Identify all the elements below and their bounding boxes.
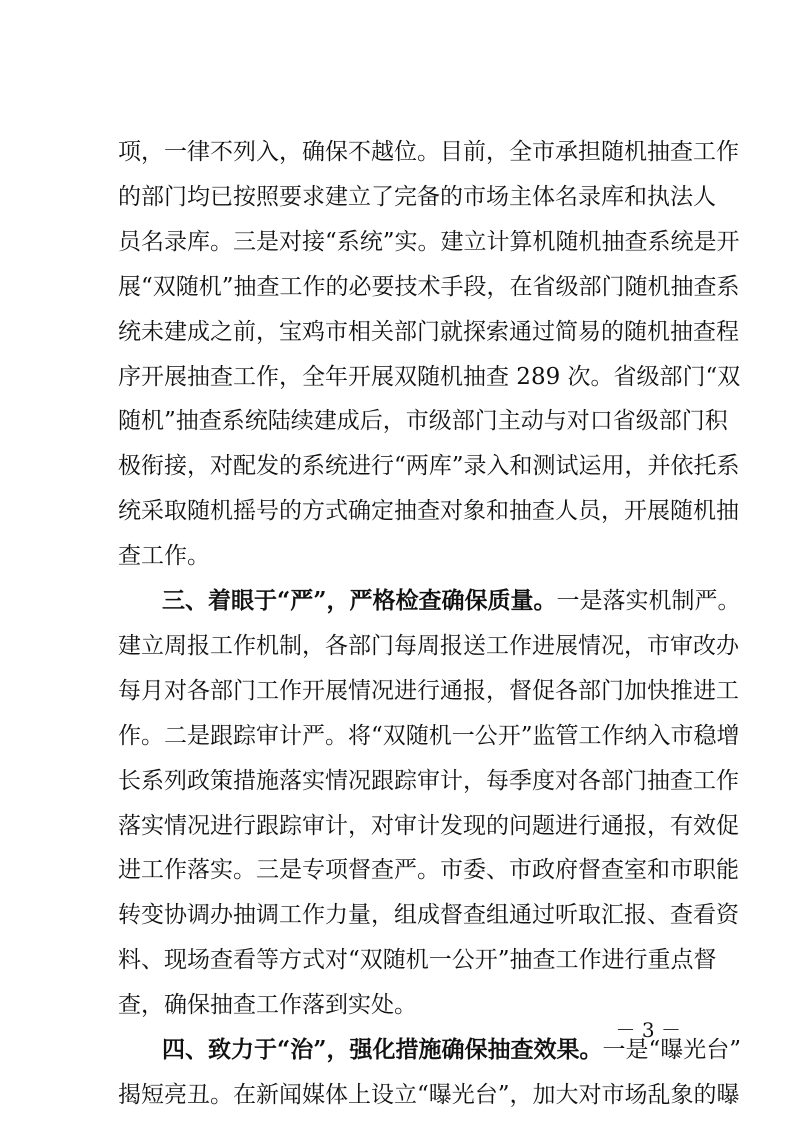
text-line-6: 序开展抽查工作，全年开展双随机抽查 289 次。省级部门“双 — [118, 364, 741, 390]
text-line-3: 员名录库。三是对接“系统”实。建立计算机随机抽查系统是开 — [118, 229, 740, 255]
text-line-14: 作。二是跟踪审计严。将“双随机一公开”监管工作纳入市稳增 — [118, 723, 740, 749]
section-three-line — [162, 581, 741, 621]
text-line-18: 转变协调办抽调工作力量，组成督查组通过听取汇报、查看资 — [118, 902, 739, 928]
text-line-17: 进工作落实。三是专项督查严。市委、市政府督查室和市职能 — [118, 857, 739, 883]
text-line-19: 料、现场查看等方式对“双随机一公开”抽查工作进行重点督 — [118, 947, 717, 973]
text-line-16: 落实情况进行跟踪审计，对审计发现的问题进行通报，有效促 — [118, 813, 739, 839]
text-line-13: 每月对各部门工作开展情况进行通报，督促各部门加快推进工 — [118, 678, 739, 704]
text-line-5: 统未建成之前，宝鸡市相关部门就探索通过简易的随机抽查程 — [118, 319, 739, 345]
text-line-15: 长系列政策措施落实情况跟踪审计，每季度对各部门抽查工作 — [118, 768, 739, 794]
text-line-12: 建立周报工作机制，各部门每周报送工作进展情况，市审改办 — [118, 633, 739, 659]
section-four-line — [162, 1030, 741, 1070]
text-line-9: 统采取随机摇号的方式确定抽查对象和抽查人员，开展随机抽 — [118, 498, 739, 524]
text-line-7: 随机”抽查系统陆续建成后，市级部门主动与对口省级部门积 — [118, 408, 728, 434]
text-line-1: 项，一律不列入，确保不越位。目前，全市承担随机抽查工作 — [118, 139, 739, 165]
text-line-20: 查，确保抽查工作落到实处。 — [118, 992, 417, 1018]
section-four-heading: 四、致力于“治”，强化措施确保抽查效果。 — [162, 1036, 603, 1063]
text-line-4: 展“双随机”抽查工作的必要技术手段，在省级部门随机抽查系 — [118, 274, 740, 300]
text-line-8: 极衔接，对配发的系统进行“两库”录入和测试运用，并依托系 — [118, 453, 740, 479]
section-four-text: 一是“曝光台” — [602, 1037, 741, 1063]
text-line-10: 查工作。 — [118, 543, 210, 569]
page-number: － 3 － — [615, 1018, 681, 1042]
text-line-2: 的部门均已按照要求建立了完备的市场主体名录库和执法人 — [118, 184, 716, 210]
section-three-text: 一是落实机制严。 — [556, 588, 741, 614]
text-line-22: 揭短亮丑。在新闻媒体上设立“曝光台”，加大对市场乱象的曝 — [118, 1082, 740, 1108]
section-three-heading: 三、着眼于“严”，严格检查确保质量。 — [162, 587, 557, 614]
